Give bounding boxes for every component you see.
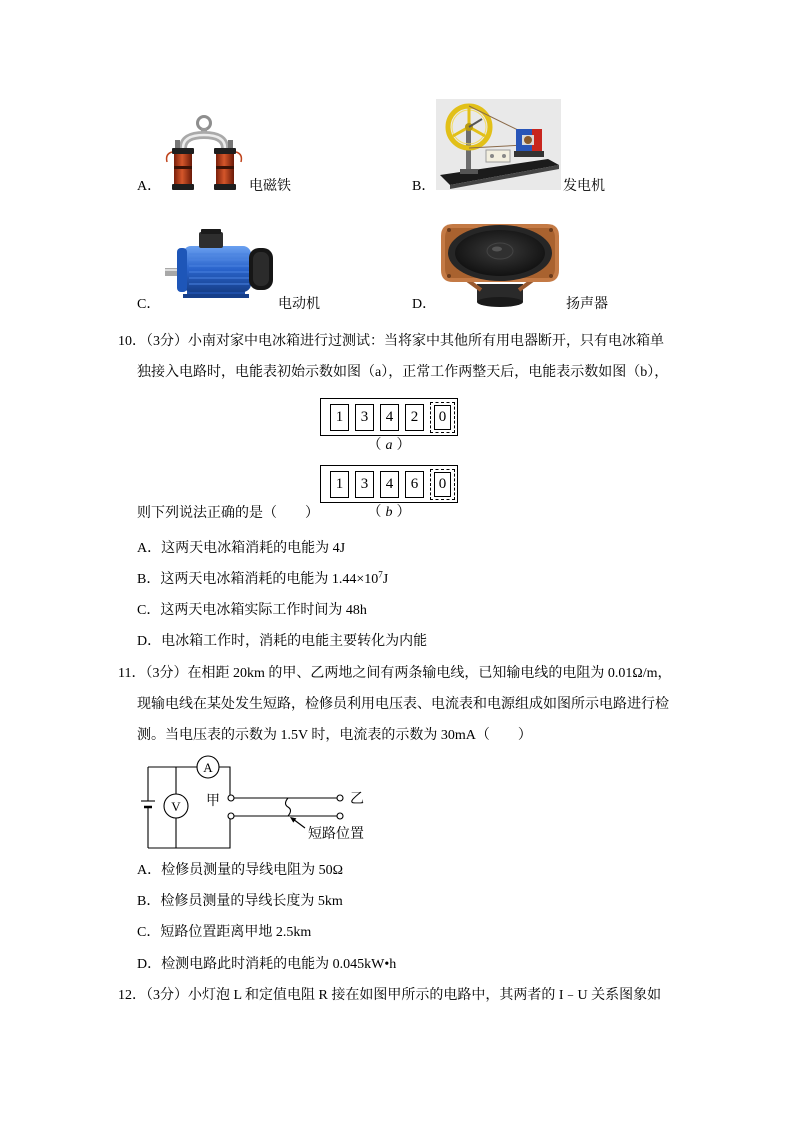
- meter-a-caption: [320, 437, 458, 455]
- q9-option-c-caption: 电动机: [278, 297, 320, 312]
- energy-meter-b: [320, 465, 458, 503]
- option-text: 电冰箱工作时，消耗的电能主要转化为内能: [161, 634, 428, 649]
- q10-stem-line: 独接入电路时，电能表初始示数如图（a），正常工作两整天后，电能表示数如图（b），: [137, 365, 669, 380]
- meter-b-digit: 6: [405, 471, 424, 498]
- option-letter: C．: [137, 925, 161, 940]
- energy-meter-a: [320, 398, 458, 436]
- q9-option-b-caption: 发电机: [563, 179, 605, 194]
- option-exponent: 7: [378, 569, 383, 580]
- q9-option-d-caption: 扬声器: [566, 297, 608, 312]
- electromagnet-image: [162, 114, 246, 194]
- option-unit: J: [382, 572, 389, 587]
- q11-option-b: [137, 893, 343, 911]
- meter-a-digit: 4: [380, 404, 399, 431]
- terminal: [228, 795, 234, 801]
- pointer-arrow-head: [290, 817, 296, 823]
- meter-a-digit: 3: [355, 404, 374, 431]
- terminal: [337, 813, 343, 819]
- q10-option-c: [137, 602, 367, 620]
- q11-stem-line: 测。当电压表的示数为 1.5V 时，电流表的示数为 30mA（ ）: [137, 728, 532, 743]
- wire-top-right: [219, 767, 230, 795]
- short-circuit-link: [286, 798, 291, 816]
- option-letter: D．: [137, 957, 162, 972]
- end-label-left: 甲: [206, 794, 220, 809]
- meter-a-digit: 1: [330, 404, 349, 431]
- meter-a-decimal-digit: 0: [434, 405, 451, 430]
- option-text: 检测电路此时消耗的电能为 0.045kW•h: [161, 957, 397, 972]
- meter-b-digit: 1: [330, 471, 349, 498]
- q10-stem-line: 10．（3分）小南对家中电冰箱进行过测试：当将家中其他所有用电器断开，只有电冰箱单: [118, 334, 664, 349]
- meter-b-decimal-digit: 0: [434, 472, 451, 497]
- meter-b-digit: 3: [355, 471, 374, 498]
- meter-b-digit: 4: [380, 471, 399, 498]
- q11-stem-line: 现输电线在某处发生短路，检修员利用电压表、电流表和电源组成如图所示电路进行检: [137, 697, 669, 712]
- q11-option-a: [137, 862, 343, 880]
- wire-bottom: [148, 819, 230, 848]
- loudspeaker-image: [437, 216, 563, 308]
- q9-option-d-letter: D．: [412, 297, 437, 312]
- q12-stem-line: 12．（3分）小灯泡 L 和定值电阻 R 接在如图甲所示的电路中，其两者的 I﹣U 关系图象如: [118, 988, 662, 1003]
- q9-option-a-letter: A．: [137, 179, 162, 194]
- electric-motor-image: [165, 226, 277, 304]
- q9-option-c-letter: C．: [137, 297, 161, 312]
- end-label-right: 乙: [350, 792, 364, 807]
- q11-option-d: [137, 956, 396, 974]
- caption-open-paren: （: [367, 438, 382, 453]
- q10-prompt: 则下列说法正确的是（ ）: [137, 506, 319, 521]
- option-letter: A．: [137, 863, 162, 878]
- q10-option-d: [137, 633, 427, 651]
- short-position-label: 短路位置: [308, 827, 364, 842]
- meter-a-digit: 2: [405, 404, 424, 431]
- option-text: 检修员测量的导线电阻为 50Ω: [161, 863, 344, 878]
- terminal: [337, 795, 343, 801]
- meter-b-decimal-window: [430, 469, 455, 500]
- option-letter: B．: [137, 894, 161, 909]
- caption-letter: a: [385, 438, 393, 453]
- option-text: 这两天电冰箱消耗的电能为 1.44×10: [160, 572, 379, 587]
- q9-option-a-caption: 电磁铁: [249, 179, 291, 194]
- option-letter: C．: [137, 603, 161, 618]
- circuit-diagram: [140, 752, 380, 852]
- meter-b-caption: [320, 504, 458, 522]
- caption-close-paren: ）: [396, 438, 411, 453]
- option-text: 这两天电冰箱消耗的电能为 4J: [161, 541, 346, 556]
- caption-letter: b: [385, 505, 393, 520]
- caption-close-paren: ）: [396, 505, 411, 520]
- meter-a-decimal-window: [430, 402, 455, 433]
- option-letter: D．: [137, 634, 162, 649]
- ammeter-label: A: [203, 760, 213, 775]
- q10-option-b: [137, 571, 388, 589]
- q11-stem-line: 11．（3分）在相距 20km 的甲、乙两地之间有两条输电线，已知输电线的电阻为 0.01Ω/m，: [118, 666, 672, 681]
- option-text: 检修员测量的导线长度为 5km: [160, 894, 343, 909]
- generator-image: [436, 99, 561, 190]
- q10-option-a: [137, 540, 345, 558]
- option-letter: B．: [137, 572, 161, 587]
- q9-option-b-letter: B．: [412, 179, 436, 194]
- option-text: 这两天电冰箱实际工作时间为 48h: [160, 603, 367, 618]
- option-text: 短路位置距离甲地 2.5km: [160, 925, 312, 940]
- terminal: [228, 813, 234, 819]
- q11-option-c: [137, 924, 311, 942]
- caption-open-paren: （: [367, 505, 382, 520]
- option-letter: A．: [137, 541, 162, 556]
- voltmeter-label: V: [171, 799, 181, 814]
